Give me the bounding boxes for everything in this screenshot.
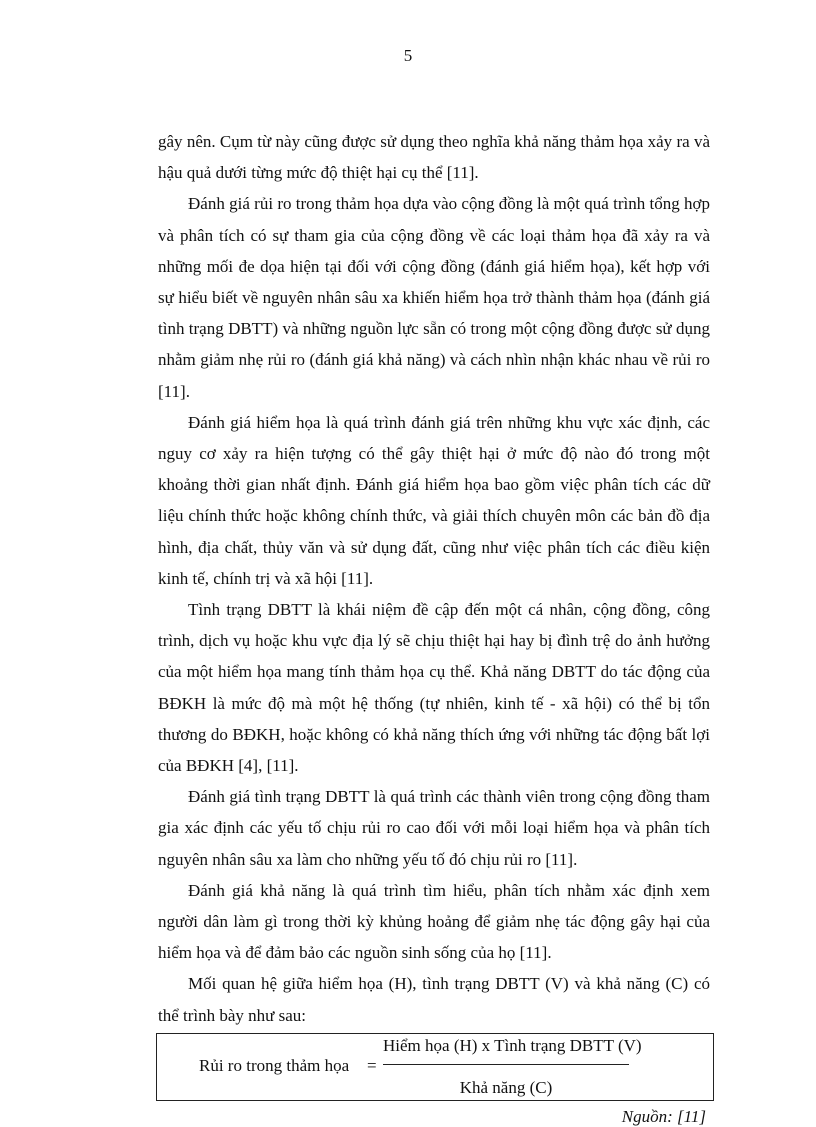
page-number: 5 xyxy=(403,46,413,65)
formula-denominator: Khả năng (C) xyxy=(459,1077,553,1097)
paragraph-2: Đánh giá rủi ro trong thảm họa dựa vào cộng đồng là một quá trình tổng hợp và phân tích có sự tham gia của cộng đồng về các loại thảm họa đã xảy ra và những mối đe dọa hiện tại đối với cộng đồng (đánh giá hiểm họa), kết hợp với sự hiểu biết về nguyên nhân sâu xa khiến hiểm họa trở thành thảm họa (đánh giá tình trạng DBTT) và những nguồn lực sẵn có trong một cộng đồng được sử dụng nhằm giảm nhẹ rủi ro (đánh giá khả năng) và cách nhìn nhận khác nhau về rủi ro [11]. xyxy=(158,194,710,401)
formula-numerator: Hiểm họa (H) x Tình trạng DBTT (V) xyxy=(383,1035,642,1055)
paragraph-7: Mối quan hệ giữa hiểm họa (H), tình trạng DBTT (V) và khả năng (C) có thể trình bày như sau: xyxy=(158,974,710,1025)
paragraph-1: gây nên. Cụm từ này cũng được sử dụng theo nghĩa khả năng thảm họa xảy ra và hậu quả dưới từng mức độ thiệt hại cụ thể [11]. xyxy=(158,132,710,183)
paragraph-5: Đánh giá tình trạng DBTT là quá trình các thành viên trong cộng đồng tham gia xác định các yếu tố chịu rủi ro cao đối với mỗi loại hiểm họa và phân tích nguyên nhân sâu xa làm cho những yếu tố đó chịu rủi ro [11]. xyxy=(158,787,710,869)
document-body xyxy=(158,126,710,1127)
risk-formula-box xyxy=(156,1033,714,1101)
paragraph-3: Đánh giá hiểm họa là quá trình đánh giá trên những khu vực xác định, các nguy cơ xảy ra hiện tượng có thể gây thiệt hại ở mức độ nào đó trong một khoảng thời gian nhất định. Đánh giá hiểm họa bao gồm việc phân tích các dữ liệu chính thức hoặc không chính thức, và giải thích chuyên môn các bản đồ địa hình, địa chất, thủy văn và sử dụng đất, cũng như việc phân tích các điều kiện kinh tế, chính trị và xã hội [11]. xyxy=(158,412,710,588)
formula-equals-sign: = xyxy=(367,1055,377,1075)
formula-left-term: Rủi ro trong thảm họa xyxy=(199,1055,350,1075)
fraction-bar xyxy=(383,1064,629,1065)
paragraph-6: Đánh giá khả năng là quá trình tìm hiểu, phân tích nhằm xác định xem người dân làm gì trong thời kỳ khủng hoảng để giảm nhẹ tác động gây hại của hiểm họa và để đảm bảo các nguồn sinh sống của họ [11]. xyxy=(158,880,710,963)
source-citation: Nguồn: [11] xyxy=(621,1106,706,1126)
paragraph-4: Tình trạng DBTT là khái niệm đề cập đến một cá nhân, cộng đồng, công trình, dịch vụ hoặc khu vực địa lý sẽ chịu thiệt hại hay bị đình trệ do ảnh hưởng của một hiểm họa mang tính thảm họa cụ thể. Khả năng DBTT do tác động của BĐKH là mức độ mà một hệ thống (tự nhiên, kinh tế - xã hội) có thể bị tổn thương do BĐKH, hoặc không có khả năng thích ứng với những tác động bất lợi của BĐKH [4], [11]. xyxy=(158,600,710,776)
